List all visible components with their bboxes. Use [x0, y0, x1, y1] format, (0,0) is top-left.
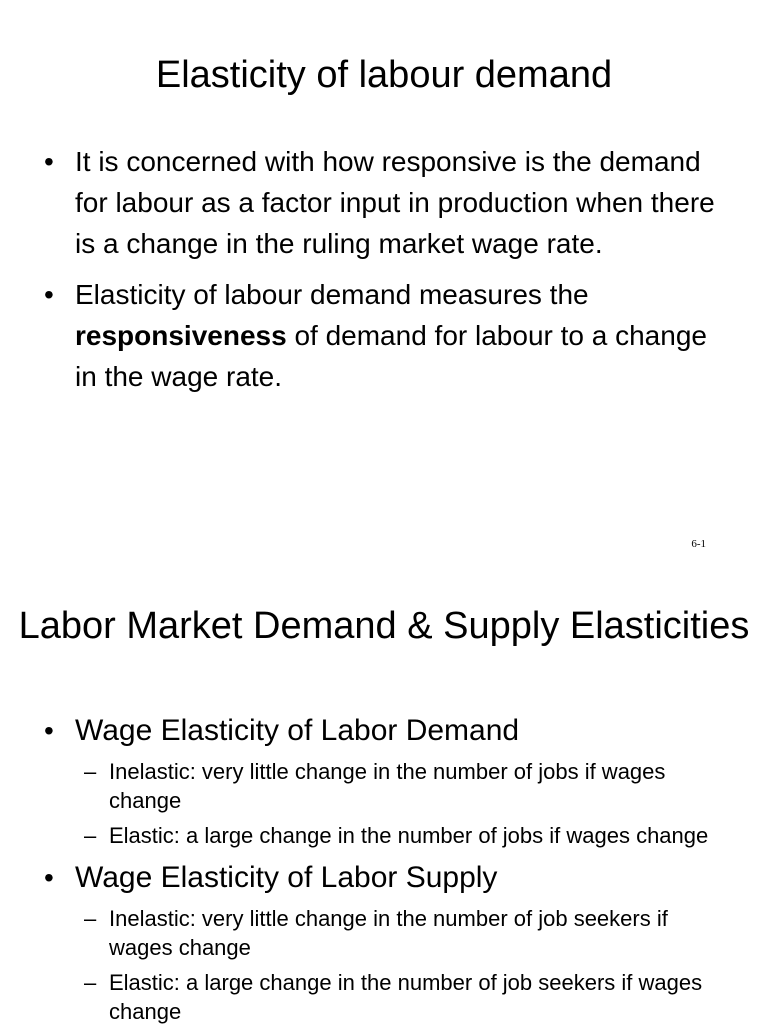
dash-icon: – [84, 759, 97, 784]
bullet-item [44, 711, 734, 850]
bullet-text: It is concerned with how responsive is the demand for labour as a factor input in production when there is a change in the ruling market wage rate. [75, 146, 715, 259]
sub-item [75, 757, 734, 815]
bullet-icon: • [44, 146, 54, 177]
dash-icon: – [84, 823, 97, 848]
bullet-icon: • [44, 862, 54, 893]
bullet-text: Elasticity of labour demand measures the [75, 279, 589, 310]
sub-item [75, 821, 734, 850]
dash-icon: – [84, 906, 97, 931]
sub-list [75, 904, 734, 1026]
bullet-icon: • [44, 279, 54, 310]
sub-item-text: Elastic: a large change in the number of job seekers if wages change [109, 970, 703, 1024]
sub-item-text: Elastic: a large change in the number of jobs if wages change [109, 823, 709, 848]
sub-item [75, 904, 734, 962]
bullet-item [44, 141, 734, 264]
bullet-text: of demand for labour to a change in the wage rate. [75, 320, 707, 392]
slide-title: Labor Market Demand & Supply Elasticities [18, 605, 750, 647]
sub-list [75, 757, 734, 850]
sub-item-text: Inelastic: very little change in the number of job seekers if wages change [109, 906, 668, 960]
bullet-icon: • [44, 715, 54, 746]
bullet-heading: Wage Elasticity of Labor Demand [75, 714, 520, 747]
bullet-item [44, 858, 734, 1026]
dash-icon: – [84, 970, 97, 995]
bold-term: responsiveness [75, 320, 287, 351]
bullet-item [44, 274, 734, 397]
slide-2 [0, 562, 768, 1024]
bullet-heading: Wage Elasticity of Labor Supply [75, 861, 498, 894]
bullet-list [44, 141, 734, 397]
sub-item-text: Inelastic: very little change in the number of jobs if wages change [109, 759, 666, 813]
slide-title: Elasticity of labour demand [155, 54, 613, 96]
slide-number: 6-1 [691, 538, 706, 550]
sub-item [75, 968, 734, 1026]
bullet-list [44, 711, 734, 1026]
